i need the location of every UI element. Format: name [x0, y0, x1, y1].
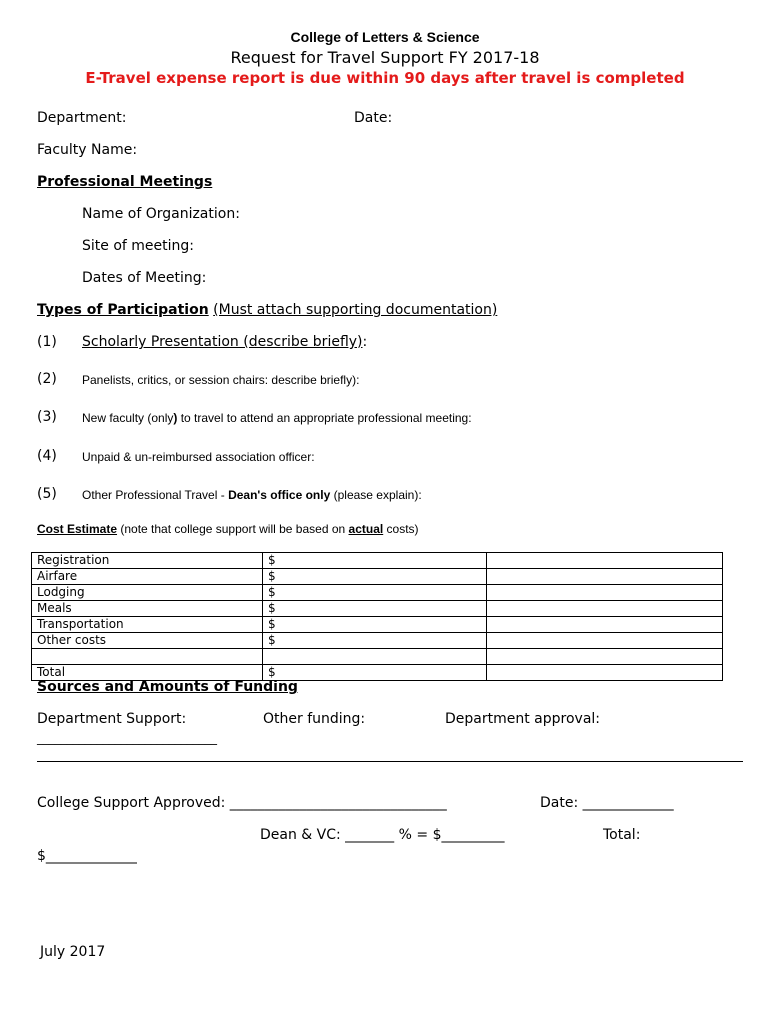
participation-heading: Types of Participation — [37, 302, 209, 318]
department-approval-label: Department approval: — [445, 711, 601, 727]
participation-heading-line — [37, 302, 497, 318]
cost-notes-cell[interactable] — [487, 601, 723, 617]
cost-estimate-note-a: (note that college support will be based on — [117, 522, 349, 536]
cost-estimate-note-b: costs) — [383, 522, 419, 536]
table-row — [32, 617, 723, 633]
cost-label-cell: Other costs — [32, 633, 263, 649]
participation-item-5 — [82, 488, 422, 502]
cost-label-cell: Lodging — [32, 585, 263, 601]
participation-num-4: (4) — [37, 448, 57, 464]
participation-item-5-text-a: Other Professional Travel - — [82, 488, 229, 502]
table-row — [32, 601, 723, 617]
cost-label-cell: Total — [32, 665, 263, 681]
participation-item-1 — [82, 334, 367, 350]
table-row — [32, 569, 723, 585]
cost-notes-cell[interactable] — [487, 585, 723, 601]
site-label: Site of meeting: — [82, 238, 194, 254]
cost-notes-cell[interactable] — [487, 633, 723, 649]
participation-num-5: (5) — [37, 486, 57, 502]
participation-note: (Must attach supporting documentation) — [213, 302, 498, 318]
cost-amount-cell[interactable]: $ — [263, 633, 487, 649]
cost-amount-cell[interactable]: $ — [263, 585, 487, 601]
participation-num-3: (3) — [37, 409, 57, 425]
participation-item-5-text-b: (please explain): — [330, 488, 422, 502]
participation-item-3-bold: ) — [173, 411, 178, 425]
cost-amount-cell[interactable]: $ — [263, 617, 487, 633]
participation-item-1-text: Scholarly Presentation (describe briefly) — [82, 334, 363, 350]
cost-estimate-line — [37, 522, 419, 536]
cost-notes-cell[interactable] — [487, 617, 723, 633]
cost-notes-cell[interactable] — [487, 553, 723, 569]
participation-item-3 — [82, 411, 472, 425]
participation-num-1: (1) — [37, 334, 57, 350]
table-row — [32, 553, 723, 569]
organization-label: Name of Organization: — [82, 206, 240, 222]
cost-amount-cell[interactable]: $ — [263, 553, 487, 569]
cost-estimate-heading: Cost Estimate — [37, 522, 118, 536]
dates-label: Dates of Meeting: — [82, 270, 207, 286]
dean-vc-line[interactable]: Dean & VC: _______ % = $_________ — [260, 827, 505, 843]
footer-date: July 2017 — [40, 944, 106, 960]
participation-item-5-bold: Dean's office only — [228, 488, 331, 502]
cost-notes-cell[interactable] — [487, 665, 723, 681]
cost-amount-cell[interactable]: $ — [263, 569, 487, 585]
cost-amount-cell[interactable]: $ — [263, 665, 487, 681]
funding-heading: Sources and Amounts of Funding — [37, 679, 298, 695]
participation-item-4: Unpaid & un-reimbursed association officer: — [82, 450, 315, 464]
department-support-label: Department Support: — [37, 711, 187, 727]
cost-label-cell: Airfare — [32, 569, 263, 585]
college-title: College of Letters & Science — [290, 29, 480, 45]
due-notice: E-Travel expense report is due within 90 days after travel is completed — [85, 69, 685, 87]
cost-amount-cell[interactable]: $ — [263, 601, 487, 617]
participation-item-1-suffix: : — [362, 334, 368, 350]
cost-label-cell: Transportation — [32, 617, 263, 633]
participation-num-2: (2) — [37, 371, 57, 387]
faculty-name-label: Faculty Name: — [37, 142, 138, 158]
professional-meetings-heading: Professional Meetings — [37, 174, 213, 190]
cost-amount-cell[interactable] — [263, 649, 487, 665]
cost-estimate-table — [31, 552, 723, 681]
participation-item-3-text-b: to travel to attend an appropriate professional meeting: — [177, 411, 472, 425]
divider — [37, 761, 743, 762]
table-row — [32, 649, 723, 665]
participation-item-2: Panelists, critics, or session chairs: describe briefly): — [82, 373, 360, 387]
cost-label-cell: Registration — [32, 553, 263, 569]
cost-notes-cell[interactable] — [487, 649, 723, 665]
college-support-approved[interactable]: College Support Approved: _______________________________ — [37, 795, 447, 811]
cost-estimate-note-bold: actual — [348, 522, 384, 536]
department-support-line — [37, 711, 186, 727]
department-label: Department: — [37, 110, 127, 126]
form-title: Request for Travel Support FY 2017-18 — [230, 48, 540, 67]
total-amount[interactable]: $_____________ — [37, 848, 137, 864]
cost-notes-cell[interactable] — [487, 569, 723, 585]
table-row — [32, 633, 723, 649]
cost-label-cell: Meals — [32, 601, 263, 617]
date-label: Date: — [354, 110, 393, 126]
total-label: Total: — [603, 827, 641, 843]
department-approval-signature-line[interactable]: ______________________________ — [37, 731, 217, 745]
other-funding-label: Other funding: — [263, 711, 366, 727]
participation-item-3-text-a: New faculty (only — [82, 411, 174, 425]
cost-label-cell — [32, 649, 263, 665]
table-row — [32, 585, 723, 601]
approval-date[interactable]: Date: _____________ — [540, 795, 674, 811]
